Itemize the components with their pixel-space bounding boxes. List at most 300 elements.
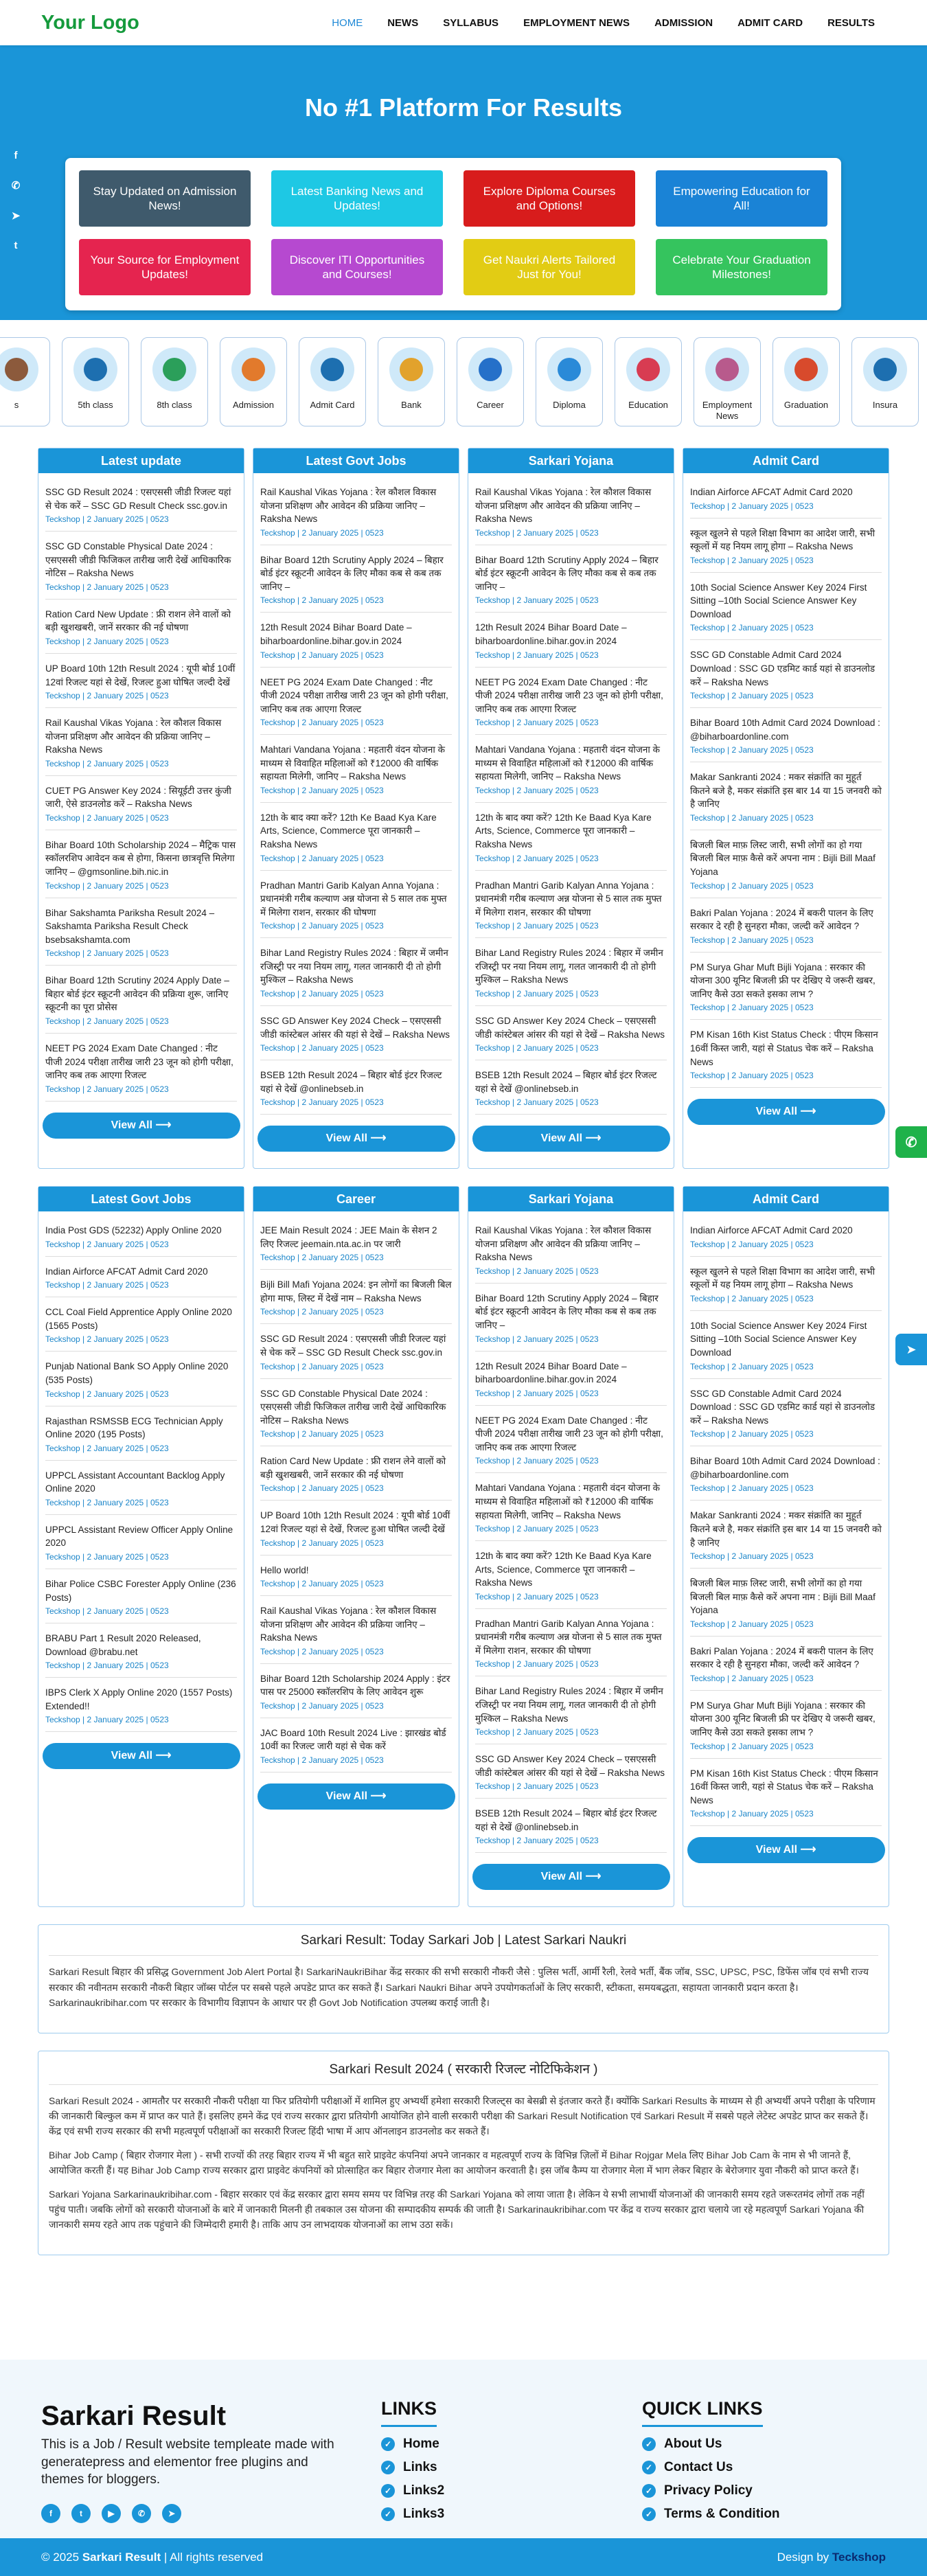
list-item-meta: Teckshop | 2 January 2025 | 0523 — [475, 595, 599, 606]
hero-card[interactable]: Discover ITI Opportunities and Courses! — [271, 239, 443, 295]
category-item[interactable] — [299, 337, 366, 426]
list-item[interactable] — [475, 1352, 667, 1406]
list-item-meta: Teckshop | 2 January 2025 | 0523 — [260, 1429, 384, 1439]
list-item-meta: Teckshop | 2 January 2025 | 0523 — [475, 1334, 599, 1344]
list-item-title[interactable]: बिजली बिल माफ़ लिस्ट जारी, सभी लोगों का हो गया बिजली बिल माफ़ कैसे करें अपना नाम : Bijli Bill Maaf Yojana — [690, 1578, 876, 1616]
panel-list — [38, 473, 244, 1102]
list-item-title[interactable]: Pradhan Mantri Garib Kalyan Anna Yojana : प्रधानमंत्री गरीब कल्याण अन्न योजना से 5 साल तक मुफ्त में मिलेगा राशन, सरकार की घोषणा — [260, 880, 447, 917]
list-item-title[interactable]: Rail Kaushal Vikas Yojana : रेल कौशल विकास योजना प्रशिक्षण और आवेदन की प्रक्रिया जानिए – Raksha News — [475, 487, 652, 525]
nav-item-news[interactable]: NEWS — [387, 16, 419, 29]
footer-quick-link[interactable] — [642, 2507, 780, 2522]
list-item-title[interactable]: Bihar Board 12th Scrutiny Apply 2024 – बिहार बोर्ड इंटर स्क्रूटनी आवेदन के लिए मौका कब से कब तक जानिए – — [475, 1292, 659, 1330]
list-item[interactable] — [260, 613, 452, 667]
list-item-title[interactable]: Bihar Board 12th Scrutiny 2024 Apply Date – बिहार बोर्ड इंटर स्क्रूटनी आवेदन की प्रक्रिया शुरू, जानिए स्क्रूटनी का पूरा प्रोसेस — [45, 975, 229, 1013]
nav-item-syllabus[interactable]: SYLLABUS — [443, 16, 499, 29]
category-item[interactable] — [0, 337, 50, 426]
list-item[interactable] — [690, 708, 882, 762]
category-item[interactable] — [694, 337, 761, 426]
list-item[interactable] — [475, 1744, 667, 1799]
list-item-title[interactable]: Ration Card New Update : फ्री राशन लेने वालों को बड़ी खुशखबरी, जानें सरकार की नई घोषणा — [260, 1456, 446, 1480]
panel-title: Latest Govt Jobs — [38, 1187, 244, 1211]
list-item-title[interactable]: स्कूल खुलने से पहले शिक्षा विभाग का आदेश जारी, सभी स्कूलों में यह नियम लागू होगा – Raksha News — [690, 1266, 876, 1290]
category-item[interactable] — [220, 337, 287, 426]
footer-quick-link-label[interactable]: Privacy Policy — [664, 2483, 753, 2498]
list-item[interactable] — [45, 830, 237, 898]
list-item-title[interactable]: SSC GD Answer Key 2024 Check – एसएससी जीडी कांस्टेबल आंसर की यहां से देखें – Raksha News — [260, 1015, 450, 1040]
list-item-title[interactable]: JEE Main Result 2024 : JEE Main के सेशन 2 लिए रिजल्ट jeemain.nta.ac.in पर जारी — [260, 1225, 437, 1249]
panel-title: Latest Govt Jobs — [253, 448, 459, 473]
list-item[interactable] — [475, 1541, 667, 1609]
list-item-title[interactable]: 12th के बाद क्या करें? 12th Ke Baad Kya Kare Arts, Science, Commerce पूरा जानकारी – Raksha News — [475, 812, 652, 850]
whatsapp-icon[interactable]: ✆ — [132, 2504, 151, 2523]
footer-social — [41, 2504, 343, 2523]
about-1-body: Sarkari Result बिहार की प्रसिद्ध Government Job Alert Portal है। SarkariNaukriBihar केंद्र सरकार की सभी सरकारी नौकरी जैसे : पुलिस भर्ती, आर्मी रैली, रेलवे भर्ती, बैंक जॉब, SSC, UPSC, PSC, डिफेंस जॉब एवं सभी राज्य सरकार की नवीनतम सरकारी नौकरी बिहार जॉब्स पोर्टल पर सबसे पहले अपडेट प्राप्त कर सकते हैं। Sarkari Naukri Bihar अपने उपयोगकर्ताओं के लिए सरकारी, स्टीकता, समयबद्धता, सहायता जानकारी प्रदान करता है। Sarkarinaukribihar.com पर सरकार के विभागीय विज्ञापन के आधार पर ही Govt Job Notification उपलब्ध कराई जाती है। — [49, 1966, 869, 2009]
view-all-button[interactable]: View All ⟶ — [43, 1743, 240, 1769]
list-item-title[interactable]: Bihar Board 10th Admit Card 2024 Download : @biharboardonline.com — [690, 1456, 880, 1480]
footer-link-label[interactable]: Links3 — [403, 2507, 445, 2521]
list-item-title[interactable]: Mahtari Vandana Yojana : महतारी वंदन योजना के माध्यम से विवाहित महिलाओं को ₹12000 की वार्षिक सहायता मिलेगी, जानिए – Raksha News — [260, 744, 445, 782]
list-item-meta: Teckshop | 2 January 2025 | 0523 — [45, 1661, 169, 1671]
list-item[interactable] — [260, 668, 452, 736]
category-label: Admit Card — [310, 400, 355, 410]
category-label: Diploma — [553, 400, 586, 410]
list-item[interactable] — [475, 1676, 667, 1744]
list-item[interactable] — [260, 1324, 452, 1378]
footer-quick-link-label[interactable]: About Us — [664, 2437, 722, 2451]
footer-link[interactable] — [381, 2483, 444, 2498]
list-item-title[interactable]: SSC GD Constable Admit Card 2024 Download : SSC GD एडमिट कार्ड यहां से डाउनलोड करें – Raksha News — [690, 1388, 876, 1426]
footer-quick-link[interactable] — [642, 2437, 780, 2452]
telegram-float-icon[interactable]: ➤ — [895, 1334, 927, 1365]
list-item-meta: Teckshop | 2 January 2025 | 0523 — [45, 812, 169, 823]
list-item-meta: Teckshop | 2 January 2025 | 0523 — [690, 812, 814, 823]
category-icon — [784, 347, 828, 391]
list-item-title[interactable]: 10th Social Science Answer Key 2024 First Sitting –10th Social Science Answer Key Download — [690, 582, 867, 619]
category-item[interactable] — [378, 337, 445, 426]
list-item-title[interactable]: Rajasthan RSMSSB ECG Technician Apply Online 2020 (195 Posts) — [45, 1415, 223, 1440]
list-item[interactable] — [475, 613, 667, 667]
check-circle-icon: ✓ — [381, 2437, 395, 2451]
list-item[interactable] — [690, 1501, 882, 1569]
list-item-meta: Teckshop | 2 January 2025 | 0523 — [260, 1646, 384, 1656]
hero-card[interactable]: Explore Diploma Courses and Options! — [464, 170, 635, 227]
list-item[interactable] — [690, 573, 882, 641]
panel-title: Career — [253, 1187, 459, 1211]
check-circle-icon: ✓ — [642, 2461, 656, 2474]
list-item[interactable] — [690, 477, 882, 518]
list-item[interactable] — [475, 803, 667, 871]
list-item[interactable] — [45, 1216, 237, 1257]
list-item[interactable] — [260, 1216, 452, 1270]
view-all-button[interactable]: View All ⟶ — [472, 1864, 670, 1890]
list-item-meta: Teckshop | 2 January 2025 | 0523 — [260, 921, 384, 931]
view-all-button[interactable]: View All ⟶ — [258, 1783, 455, 1810]
list-item-title[interactable]: Rail Kaushal Vikas Yojana : रेल कौशल विकास योजना प्रशिक्षण और आवेदन की प्रक्रिया जानिए – Raksha News — [45, 718, 222, 755]
view-all-button[interactable]: View All ⟶ — [43, 1113, 240, 1139]
footer-quick-link-label[interactable]: Terms & Condition — [664, 2507, 780, 2521]
list-item[interactable] — [260, 735, 452, 803]
list-item[interactable] — [45, 1623, 237, 1678]
whatsapp-icon[interactable]: ✆ — [11, 180, 21, 192]
footer-brand-title: Sarkari Result — [41, 2401, 227, 2431]
list-item-meta: Teckshop | 2 January 2025 | 0523 — [475, 1388, 599, 1398]
footer-link[interactable] — [381, 2460, 444, 2475]
list-item[interactable] — [475, 1799, 667, 1853]
list-item-title[interactable]: Bihar Board 10th Scholarship 2024 – मैट्रिक पास स्कॉलरशिप आवेदन कब से होगा, किसना छात्रवृत्ति मिलेगा जानिए – @gmsonline.bih.nic.in — [45, 839, 236, 877]
list-item-title[interactable]: 10th Social Science Answer Key 2024 First Sitting –10th Social Science Answer Key Download — [690, 1320, 867, 1358]
list-item-title[interactable]: Indian Airforce AFCAT Admit Card 2020 — [690, 487, 853, 497]
list-item-title[interactable]: UPPCL Assistant Accountant Backlog Apply Online 2020 — [45, 1470, 225, 1494]
list-item-title[interactable]: PM Kisan 16th Kist Status Check : पीएम किसान 16वीं किस्त जारी, यहां से Status चेक करें – Raksha News — [690, 1768, 878, 1805]
list-item-title[interactable]: Bihar Board 12th Scrutiny Apply 2024 – बिहार बोर्ड इंटर स्क्रूटनी आवेदन के लिए मौका कब से कब तक जानिए – — [475, 554, 659, 592]
social-sidebar — [0, 144, 32, 257]
list-item-title[interactable]: Mahtari Vandana Yojana : महतारी वंदन योजना के माध्यम से विवाहित महिलाओं को ₹12000 की वार्षिक सहायता मिलेगी, जानिए – Raksha News — [475, 744, 660, 782]
hero-card[interactable]: Celebrate Your Graduation Milestones! — [656, 239, 827, 295]
list-item[interactable] — [45, 708, 237, 776]
view-all-button[interactable]: View All ⟶ — [687, 1837, 885, 1863]
footer-quick-link[interactable] — [642, 2460, 780, 2475]
list-item-title[interactable]: 12th Result 2024 Bihar Board Date – biharboardonline.bihar.gov.in 2024 — [260, 622, 412, 646]
list-item-title[interactable]: CCL Coal Field Apprentice Apply Online 2020 (1565 Posts) — [45, 1307, 232, 1331]
list-item-meta: Teckshop | 2 January 2025 | 0523 — [260, 650, 384, 660]
news-panel — [468, 1186, 674, 1907]
list-item-meta: Teckshop | 2 January 2025 | 0523 — [475, 853, 599, 863]
list-item-title[interactable]: SSC GD Result 2024 : एसएससी जीडी रिजल्ट यहां से चेक करें – SSC GD Result Check ssc.gov.in — [45, 487, 231, 511]
panel-list — [468, 473, 674, 1115]
category-item[interactable] — [536, 337, 603, 426]
list-item-title[interactable]: Bakri Palan Yojana : 2024 में बकरी पालन के लिए सरकार दे रही है सुनहरा मौका, जल्दी करें आवेदन ? — [690, 907, 873, 932]
list-item-title[interactable]: SSC GD Answer Key 2024 Check – एसएससी जीडी कांस्टेबल आंसर की यहां से देखें – Raksha News — [475, 1754, 665, 1778]
news-panel — [683, 1186, 889, 1907]
list-item[interactable] — [690, 762, 882, 830]
list-item-title[interactable]: Bijli Bill Mafi Yojana 2024: इन लोगों का बिजली बिल होगा माफ, लिस्ट में देखें नाम – Raksha News — [260, 1279, 452, 1303]
list-item-title[interactable]: Bihar Land Registry Rules 2024 : बिहार में जमीन रजिस्ट्री पर नया नियम लागू, गलत जानकारी दी तो होगी मुश्किल – Raksha News — [260, 948, 448, 985]
list-item-title[interactable]: UP Board 10th 12th Result 2024 : यूपी बोर्ड 10वीं 12वां रिजल्ट यहां से देखें, रिजल्ट हुआ घोषित जल्दी देखें — [45, 663, 236, 687]
list-item-title[interactable]: BSEB 12th Result 2024 – बिहार बोर्ड इंटर रिजल्ट यहां से देखें @onlinebseb.in — [260, 1070, 442, 1094]
list-item-title[interactable]: IBPS Clerk X Apply Online 2020 (1557 Posts) Extended!! — [45, 1687, 233, 1711]
list-item[interactable] — [45, 1034, 237, 1102]
category-icon — [389, 347, 433, 391]
list-item-meta: Teckshop | 2 January 2025 | 0523 — [45, 691, 169, 701]
category-item[interactable] — [851, 337, 919, 426]
list-item-title[interactable]: PM Surya Ghar Muft Bijli Yojana : सरकार की योजना 300 यूनिट बिजली फ्री पर देखिए ये जरूरी खबर, जानिए कैसे उठा सकते इसका लाभ ? — [690, 961, 876, 999]
list-item[interactable] — [260, 1270, 452, 1324]
telegram-icon[interactable]: ➤ — [162, 2504, 181, 2523]
list-item-title[interactable]: PM Kisan 16th Kist Status Check : पीएम किसान 16वीं किस्त जारी, यहां से Status चेक करें – Raksha News — [690, 1029, 878, 1067]
list-item[interactable] — [260, 1501, 452, 1555]
list-item-title[interactable]: India Post GDS (52232) Apply Online 2020 — [45, 1225, 222, 1236]
list-item[interactable] — [475, 1284, 667, 1352]
list-item-title[interactable]: Rail Kaushal Vikas Yojana : रेल कौशल विकास योजना प्रशिक्षण और आवेदन की प्रक्रिया जानिए – Raksha News — [475, 1225, 652, 1263]
footer-link-label[interactable]: Links2 — [403, 2483, 445, 2498]
list-item[interactable] — [260, 1555, 452, 1597]
list-item-title[interactable]: Rail Kaushal Vikas Yojana : रेल कौशल विकास योजना प्रशिक्षण और आवेदन की प्रक्रिया जानिए – Raksha News — [260, 487, 437, 525]
list-item-title[interactable]: 12th Result 2024 Bihar Board Date – biharboardonline.bihar.gov.in 2024 — [475, 1360, 627, 1385]
list-item-title[interactable]: NEET PG 2024 Exam Date Changed : नीट पीजी 2024 परीक्षा तारीख जारी 23 जून को होगी परीक्षा, जानिए कब तक आएगा रिजल्ट — [475, 1415, 663, 1452]
facebook-icon[interactable]: f — [41, 2504, 60, 2523]
list-item[interactable] — [475, 1060, 667, 1115]
copyright-bar — [0, 2538, 927, 2576]
category-label: Insura — [872, 400, 898, 410]
news-panel — [253, 448, 459, 1169]
list-item-title[interactable]: Makar Sankranti 2024 : मकर संक्रांति का मुहूर्त कितने बजे है, मकर संक्रांति इस बार 14 या 15 जनवरी को है जानिए — [690, 772, 882, 810]
list-item-title[interactable]: Bihar Board 12th Scholarship 2024 Apply : इंटर पास पर 25000 स्कॉलरशिप के लिए आवेदन शुरू — [260, 1673, 450, 1698]
list-item[interactable] — [260, 1379, 452, 1447]
list-item-title[interactable]: UPPCL Assistant Review Officer Apply Online 2020 — [45, 1524, 233, 1549]
list-item-meta: Teckshop | 2 January 2025 | 0523 — [45, 1334, 169, 1345]
list-item-title[interactable]: CUET PG Answer Key 2024 : सियूईटी उत्तर कुंजी जारी, ऐसे डाउनलोड करें – Raksha News — [45, 785, 231, 810]
footer-link[interactable] — [381, 2437, 444, 2452]
list-item[interactable] — [260, 477, 452, 545]
list-item-title[interactable]: Bihar Sakshamta Pariksha Result 2024 – Sakshamta Pariksha Result Check bsebsakshamta.com — [45, 907, 215, 945]
list-item[interactable] — [475, 938, 667, 1006]
nav-item-employment-news[interactable]: EMPLOYMENT NEWS — [523, 16, 630, 29]
list-item[interactable] — [690, 518, 882, 573]
design-credit-link[interactable]: Teckshop — [832, 2550, 886, 2564]
list-item-meta: Teckshop | 2 January 2025 | 0523 — [260, 718, 384, 728]
panel-title: Admit Card — [683, 448, 889, 473]
list-item-meta: Teckshop | 2 January 2025 | 0523 — [45, 758, 169, 768]
footer-link[interactable] — [381, 2507, 444, 2522]
whatsapp-float-icon[interactable]: ✆ — [895, 1126, 927, 1158]
list-item-title[interactable]: Rail Kaushal Vikas Yojana : रेल कौशल विकास योजना प्रशिक्षण और आवेदन की प्रक्रिया जानिए – Raksha News — [260, 1606, 437, 1643]
design-credit: Design by Teckshop — [777, 2550, 886, 2564]
list-item-title[interactable]: Ration Card New Update : फ्री राशन लेने वालों को बड़ी खुशखबरी, जानें सरकार की नई घोषणा — [45, 608, 231, 633]
view-all-button[interactable]: View All ⟶ — [472, 1126, 670, 1152]
list-item-title[interactable]: Bihar Police CSBC Forester Apply Online (236 Posts) — [45, 1578, 236, 1603]
footer-quick-link[interactable] — [642, 2483, 780, 2498]
footer-link-label[interactable]: Home — [403, 2437, 439, 2451]
list-item-meta: Teckshop | 2 January 2025 | 0523 — [45, 1551, 169, 1562]
list-item[interactable] — [45, 1257, 237, 1298]
list-item[interactable] — [690, 1257, 882, 1311]
list-item-title[interactable]: Indian Airforce AFCAT Admit Card 2020 — [45, 1266, 208, 1277]
check-circle-icon: ✓ — [381, 2507, 395, 2521]
nav-item-admission[interactable]: ADMISSION — [654, 16, 713, 29]
list-item-meta: Teckshop | 2 January 2025 | 0523 — [260, 1361, 384, 1371]
list-item-meta: Teckshop | 2 January 2025 | 0523 — [690, 555, 814, 565]
category-item[interactable] — [457, 337, 524, 426]
list-item[interactable] — [475, 1473, 667, 1541]
footer-quick-link-label[interactable]: Contact Us — [664, 2460, 733, 2474]
view-all-button[interactable]: View All ⟶ — [258, 1126, 455, 1152]
list-item-meta: Teckshop | 2 January 2025 | 0523 — [475, 785, 599, 795]
list-item[interactable] — [260, 1446, 452, 1501]
list-item[interactable] — [260, 1006, 452, 1060]
hero-card[interactable]: Stay Updated on Admission News! — [79, 170, 251, 227]
list-item[interactable] — [45, 1569, 237, 1623]
list-item[interactable] — [260, 1664, 452, 1718]
list-item-meta: Teckshop | 2 January 2025 | 0523 — [690, 1809, 814, 1819]
list-item-title[interactable]: Bakri Palan Yojana : 2024 में बकरी पालन के लिए सरकार दे रही है सुनहरा मौका, जल्दी करें आवेदन ? — [690, 1645, 873, 1670]
list-item-title[interactable]: Indian Airforce AFCAT Admit Card 2020 — [690, 1225, 853, 1236]
list-item[interactable] — [45, 600, 237, 654]
list-item-meta: Teckshop | 2 January 2025 | 0523 — [45, 1084, 169, 1094]
twitter-icon[interactable]: t — [14, 240, 18, 251]
list-item-title[interactable]: NEET PG 2024 Exam Date Changed : नीट पीजी 2024 परीक्षा तारीख जारी 23 जून को होगी परीक्षा, जानिए कब तक आएगा रिजल्ट — [45, 1042, 233, 1081]
list-item-title[interactable]: स्कूल खुलने से पहले शिक्षा विभाग का आदेश जारी, सभी स्कूलों में यह नियम लागू होगा – Raksha News — [690, 527, 876, 552]
copyright-brand[interactable]: Sarkari Result — [82, 2550, 161, 2564]
list-item[interactable] — [260, 803, 452, 871]
news-panel — [38, 1186, 244, 1907]
list-item[interactable] — [45, 1352, 237, 1406]
list-item-title[interactable]: BRABU Part 1 Result 2020 Released, Download @brabu.net — [45, 1633, 201, 1657]
telegram-icon[interactable]: ➤ — [11, 210, 21, 222]
list-item-meta: Teckshop | 2 January 2025 | 0523 — [475, 1836, 599, 1846]
list-item[interactable] — [260, 1718, 452, 1773]
list-item-meta: Teckshop | 2 January 2025 | 0523 — [260, 527, 384, 538]
list-item[interactable] — [690, 830, 882, 898]
list-item[interactable] — [690, 1691, 882, 1759]
list-item[interactable] — [690, 1311, 882, 1379]
list-item-meta: Teckshop | 2 January 2025 | 0523 — [690, 1071, 814, 1081]
list-item[interactable] — [45, 654, 237, 708]
youtube-icon[interactable]: ▶ — [102, 2504, 121, 2523]
category-icon — [863, 347, 907, 391]
category-item[interactable] — [141, 337, 208, 426]
hero-card[interactable]: Get Naukri Alerts Tailored Just for You! — [464, 239, 635, 295]
list-item[interactable] — [475, 477, 667, 545]
list-item[interactable] — [45, 1297, 237, 1352]
list-item[interactable] — [690, 1446, 882, 1501]
list-item-title[interactable]: Hello world! — [260, 1564, 309, 1575]
list-item-meta: Teckshop | 2 January 2025 | 0523 — [690, 501, 814, 511]
list-item-title[interactable]: 12th Result 2024 Bihar Board Date – biharboardonline.bihar.gov.in 2024 — [475, 622, 627, 646]
list-item-meta: Teckshop | 2 January 2025 | 0523 — [45, 636, 169, 646]
list-item[interactable] — [45, 898, 237, 966]
list-item[interactable] — [45, 776, 237, 830]
category-label: 8th class — [157, 400, 192, 410]
list-item-title[interactable]: SSC GD Constable Physical Date 2024 : एसएससी जीडी फिजिकल तारीख जारी देखें आधिकारिक नोटिस – Raksha News — [45, 541, 231, 579]
list-item[interactable] — [475, 1216, 667, 1284]
nav-item-results[interactable]: RESULTS — [827, 16, 875, 29]
hero-card[interactable]: Your Source for Employment Updates! — [79, 239, 251, 295]
list-item-title[interactable]: Bihar Board 12th Scrutiny Apply 2024 – बिहार बोर्ड इंटर स्क्रूटनी आवेदन के लिए मौका कब से कब तक जानिए – — [260, 554, 444, 592]
list-item-title[interactable]: Makar Sankranti 2024 : मकर संक्रांति का मुहूर्त कितने बजे है, मकर संक्रांति इस बार 14 या 15 जनवरी को है जानिए — [690, 1510, 882, 1548]
footer-quick-title: QUICK LINKS — [642, 2398, 763, 2427]
hero-card[interactable]: Empowering Education for All! — [656, 170, 827, 227]
list-item-title[interactable]: SSC GD Constable Physical Date 2024 : एसएससी जीडी फिजिकल तारीख जारी देखें आधिकारिक नोटिस – Raksha News — [260, 1388, 446, 1426]
list-item-title[interactable]: Bihar Board 10th Admit Card 2024 Download : @biharboardonline.com — [690, 718, 880, 742]
panels-row-1 — [0, 448, 927, 1169]
list-item-meta: Teckshop | 2 January 2025 | 0523 — [260, 595, 384, 606]
footer-link-label[interactable]: Links — [403, 2460, 437, 2474]
list-item-meta: Teckshop | 2 January 2025 | 0523 — [690, 623, 814, 633]
list-item-title[interactable]: Bihar Land Registry Rules 2024 : बिहार में जमीन रजिस्ट्री पर नया नियम लागू, गलत जानकारी दी तो होगी मुश्किल – Raksha News — [475, 948, 663, 985]
footer-brand — [41, 2401, 343, 2523]
list-item-title[interactable]: Pradhan Mantri Garib Kalyan Anna Yojana : प्रधानमंत्री गरीब कल्याण अन्न योजना से 5 साल तक मुफ्त में मिलेगा राशन, सरकार की घोषणा — [475, 1618, 662, 1656]
list-item[interactable] — [45, 1678, 237, 1732]
list-item-title[interactable]: Pradhan Mantri Garib Kalyan Anna Yojana : प्रधानमंत्री गरीब कल्याण अन्न योजना से 5 साल तक मुफ्त में मिलेगा राशन, सरकार की घोषणा — [475, 880, 662, 917]
list-item[interactable] — [45, 1515, 237, 1569]
list-item-title[interactable]: बिजली बिल माफ़ लिस्ट जारी, सभी लोगों का हो गया बिजली बिल माफ़ कैसे करें अपना नाम : Bijli Bill Maaf Yojana — [690, 839, 876, 877]
view-all-button[interactable]: View All ⟶ — [687, 1099, 885, 1125]
list-item[interactable] — [475, 735, 667, 803]
list-item-meta: Teckshop | 2 January 2025 | 0523 — [260, 853, 384, 863]
category-icon — [468, 347, 512, 391]
list-item[interactable] — [690, 1759, 882, 1827]
panel-list — [38, 1211, 244, 1732]
list-item-title[interactable]: BSEB 12th Result 2024 – बिहार बोर्ड इंटर रिजल्ट यहां से देखें @onlinebseb.in — [475, 1070, 657, 1094]
list-item[interactable] — [690, 898, 882, 953]
list-item-title[interactable]: Bihar Land Registry Rules 2024 : बिहार में जमीन रजिस्ट्री पर नया नियम लागू, गलत जानकारी दी तो होगी मुश्किल – Raksha News — [475, 1686, 663, 1724]
list-item[interactable] — [260, 1060, 452, 1115]
list-item[interactable] — [475, 545, 667, 613]
list-item[interactable] — [260, 545, 452, 613]
category-item[interactable] — [772, 337, 840, 426]
list-item-title[interactable]: SSC GD Constable Admit Card 2024 Download : SSC GD एडमिट कार्ड यहां से डाउनलोड करें – Raksha News — [690, 650, 876, 687]
list-item[interactable] — [475, 1006, 667, 1060]
list-item-title[interactable]: BSEB 12th Result 2024 – बिहार बोर्ड इंटर रिजल्ट यहां से देखें @onlinebseb.in — [475, 1808, 657, 1832]
facebook-icon[interactable]: f — [14, 150, 18, 161]
list-item[interactable] — [45, 1461, 237, 1515]
list-item-title[interactable]: 12th के बाद क्या करें? 12th Ke Baad Kya Kare Arts, Science, Commerce पूरा जानकारी – Raksha News — [260, 812, 437, 850]
list-item[interactable] — [690, 1020, 882, 1088]
list-item[interactable] — [475, 1406, 667, 1474]
list-item[interactable] — [690, 1379, 882, 1447]
list-item-meta: Teckshop | 2 January 2025 | 0523 — [475, 1266, 599, 1276]
list-item-title[interactable]: NEET PG 2024 Exam Date Changed : नीट पीजी 2024 परीक्षा तारीख जारी 23 जून को होगी परीक्षा, जानिए कब तक आएगा रिजल्ट — [260, 676, 448, 714]
list-item[interactable] — [45, 532, 237, 600]
copyright-text: © 2025 Sarkari Result | All rights reserved — [41, 2550, 264, 2564]
site-logo[interactable]: Your Logo — [41, 11, 139, 34]
category-label: Graduation — [783, 400, 829, 410]
list-item[interactable] — [45, 1406, 237, 1461]
list-item-title[interactable]: 12th के बाद क्या करें? 12th Ke Baad Kya Kare Arts, Science, Commerce पूरा जानकारी – Raksha News — [475, 1551, 652, 1588]
list-item[interactable] — [690, 1216, 882, 1257]
list-item-meta: Teckshop | 2 January 2025 | 0523 — [475, 1727, 599, 1737]
list-item[interactable] — [690, 1569, 882, 1637]
hero-card[interactable]: Latest Banking News and Updates! — [271, 170, 443, 227]
list-item[interactable] — [690, 1637, 882, 1691]
list-item[interactable] — [45, 477, 237, 532]
nav-item-home[interactable]: HOME — [332, 16, 363, 29]
list-item-meta: Teckshop | 2 January 2025 | 0523 — [475, 1591, 599, 1602]
category-item[interactable] — [615, 337, 682, 426]
list-item[interactable] — [690, 640, 882, 708]
list-item[interactable] — [260, 1596, 452, 1664]
list-item[interactable] — [260, 938, 452, 1006]
list-item[interactable] — [475, 1609, 667, 1677]
list-item-title[interactable]: UP Board 10th 12th Result 2024 : यूपी बोर्ड 10वीं 12वां रिजल्ट यहां से देखें, रिजल्ट हुआ घोषित जल्दी देखें — [260, 1510, 450, 1534]
list-item-meta: Teckshop | 2 January 2025 | 0523 — [260, 988, 384, 999]
check-circle-icon: ✓ — [381, 2461, 395, 2474]
list-item-title[interactable]: SSC GD Result 2024 : एसएससी जीडी रिजल्ट यहां से चेक करें – SSC GD Result Check ssc.gov.in — [260, 1334, 446, 1358]
nav-item-admit-card[interactable]: ADMIT CARD — [737, 16, 803, 29]
list-item[interactable] — [260, 871, 452, 939]
list-item[interactable] — [475, 668, 667, 736]
list-item-title[interactable]: JAC Board 10th Result 2024 Live : झारखंड बोर्ड 10वीं का रिजल्ट जारी यहां से चेक करें — [260, 1727, 446, 1752]
list-item-meta: Teckshop | 2 January 2025 | 0523 — [690, 1239, 814, 1249]
list-item-title[interactable]: Mahtari Vandana Yojana : महतारी वंदन योजना के माध्यम से विवाहित महिलाओं को ₹12000 की वार्षिक सहायता मिलेगी, जानिए – Raksha News — [475, 1483, 660, 1520]
list-item-title[interactable]: Punjab National Bank SO Apply Online 2020 (535 Posts) — [45, 1361, 229, 1385]
list-item-meta: Teckshop | 2 January 2025 | 0523 — [475, 1456, 599, 1466]
list-item[interactable] — [690, 953, 882, 1021]
list-item-meta: Teckshop | 2 January 2025 | 0523 — [475, 1097, 599, 1108]
list-item[interactable] — [45, 966, 237, 1034]
category-label: Career — [477, 400, 504, 410]
category-item[interactable] — [62, 337, 129, 426]
list-item[interactable] — [475, 871, 667, 939]
list-item-title[interactable]: NEET PG 2024 Exam Date Changed : नीट पीजी 2024 परीक्षा तारीख जारी 23 जून को होगी परीक्षा, जानिए कब तक आएगा रिजल्ट — [475, 676, 663, 714]
list-item-title[interactable]: PM Surya Ghar Muft Bijli Yojana : सरकार की योजना 300 यूनिट बिजली फ्री पर देखिए ये जरूरी खबर, जानिए कैसे उठा सकते इसका लाभ ? — [690, 1700, 876, 1737]
list-item-meta: Teckshop | 2 January 2025 | 0523 — [690, 935, 814, 945]
about-2-p2: Bihar Job Camp ( बिहार रोजगार मेला ) - सभी राज्यों की तरह बिहार राज्य में भी बहुत सारे प्राइवेट कंपनियां अपने जानकार व महत्वपूर्ण राज्य के विभिन्न ज़िलों में Bihar Rojgar Mela लिए Bihar Job Cam के नाम से भी जानते हैं, आयोजित करती हैं। यह Bihar Job Camp राज्य सरकार द्वारा प्राइवेट कंपनियों को प्रोत्साहित कर बिहार रोजगार मेला का आयोजन करवाती है। इस जॉब कैम्प या रोजगार मेला में भाग लेकर बिहार के बेरोजगार युवा नौकरी को प्राप्त करते हैं। — [49, 2149, 859, 2176]
category-label: 5th class — [78, 400, 113, 410]
list-item-title[interactable]: SSC GD Answer Key 2024 Check – एसएससी जीडी कांस्टेबल आंसर की यहां से देखें – Raksha News — [475, 1015, 665, 1040]
list-item-meta: Teckshop | 2 January 2025 | 0523 — [475, 988, 599, 999]
twitter-icon[interactable]: t — [71, 2504, 91, 2523]
